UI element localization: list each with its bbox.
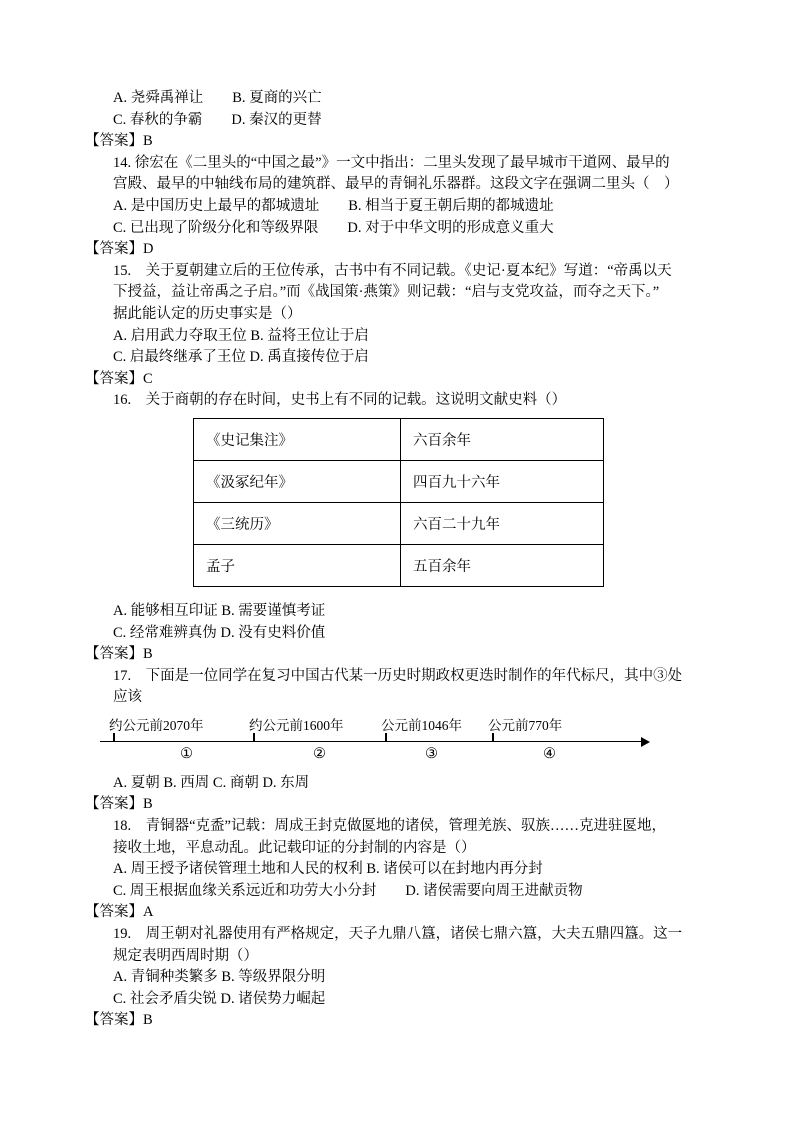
question-line: 16. 关于商朝的存在时间，史书上有不同的记载。这说明文献史料（）: [113, 392, 567, 409]
table-cell-source: 孟子: [194, 544, 401, 586]
question-line: 宫殿、最早的中轴线布局的建筑群、最早的青铜礼乐器群。这段文字在强调二里头（ ）: [113, 176, 679, 193]
source-table: [193, 418, 604, 587]
document-content: [85, 88, 730, 1032]
question-line: 18. 青铜器“克盉”记载：周成王封克做匽地的诸侯，管理羌族、驭族……克进驻匽地，: [113, 818, 666, 835]
answer-line: 【答案】A: [85, 904, 154, 921]
option-line: C. 春秋的争霸 D. 秦汉的更替: [113, 111, 322, 128]
answer-line: 【答案】D: [85, 241, 154, 258]
table-cell-source: 《汲冢纪年》: [194, 460, 401, 502]
question-line: 17. 下面是一位同学在复习中国古代某一历史时期政权更迭时制作的年代标尺，其中③处: [113, 667, 683, 684]
question-line: 14. 徐宏在《二里头的“中国之最”》一文中指出：二里头发现了最早城市干道网、最早的: [113, 154, 670, 171]
table-cell-duration: 四百九十六年: [401, 460, 604, 502]
timeline-tick: [492, 733, 494, 742]
question-line: 应该: [113, 689, 142, 706]
option-line: A. 青铜种类繁多 B. 等级界限分明: [113, 969, 326, 986]
timeline-marker: ④: [543, 745, 556, 762]
answer-line: 【答案】C: [85, 370, 153, 387]
timeline-label: 约公元前1600年: [249, 717, 344, 733]
question-line: 规定表明西周时期（）: [113, 947, 258, 964]
option-line: C. 经常难辨真伪 D. 没有史料价值: [113, 624, 326, 641]
answer-line: 【答案】B: [85, 133, 153, 150]
option-line: A. 启用武力夺取王位 B. 益将王位让于启: [113, 327, 369, 344]
timeline-axis: [100, 741, 643, 742]
table-cell-source: 《三统历》: [194, 502, 401, 544]
option-line: C. 已出现了阶级分化和等级界限 D. 对于中华文明的形成意义重大: [113, 219, 554, 236]
timeline-marker: ①: [180, 745, 193, 762]
option-line: C. 周王根据血缘关系远近和功劳大小分封 D. 诸侯需要向周王进献贡物: [113, 882, 583, 899]
question-line: 下授益，益让帝禹之子启。”而《战国策·燕策》则记载：“启与支党攻益，而夺之天下。”: [113, 284, 660, 301]
question-line: 15. 关于夏朝建立后的王位传承，古书中有不同记载。《史记·夏本纪》写道：“帝禹以天: [113, 262, 672, 279]
option-line: A. 周王授予诸侯管理土地和人民的权利 B. 诸侯可以在封地内再分封: [113, 861, 543, 878]
table-row: [194, 502, 604, 544]
option-line: A. 是中国历史上最早的都城遗址 B. 相当于夏王朝后期的都城遗址: [113, 197, 554, 214]
timeline-label: 公元前1046年: [381, 717, 462, 733]
timeline-marker: ③: [425, 745, 438, 762]
answer-line: 【答案】B: [85, 1012, 153, 1029]
timeline: [85, 711, 730, 769]
question-line: 据此能认定的历史事实是（）: [113, 305, 302, 322]
table-cell-duration: 六百二十九年: [401, 502, 604, 544]
option-line: C. 社会矛盾尖锐 D. 诸侯势力崛起: [113, 990, 326, 1007]
timeline-tick: [113, 733, 115, 742]
option-line: C. 启最终继承了王位 D. 禹直接传位于启: [113, 349, 369, 366]
table-row: [194, 418, 604, 460]
option-line: A. 尧舜禹禅让 B. 夏商的兴亡: [113, 90, 322, 106]
table-row: [194, 460, 604, 502]
timeline-marker: ②: [313, 745, 326, 762]
timeline-tick: [385, 733, 387, 742]
option-line: A. 夏朝 B. 西周 C. 商朝 D. 东周: [113, 774, 310, 791]
table-cell-source: 《史记集注》: [194, 418, 401, 460]
table-row: [194, 544, 604, 586]
timeline-tick: [253, 733, 255, 742]
question-line: 接收土地，平息动乱。此记载印证的分封制的内容是（）: [113, 839, 476, 856]
timeline-arrow-icon: [641, 737, 650, 747]
table-cell-duration: 六百余年: [401, 418, 604, 460]
question-line: 19. 周王朝对礼器使用有严格规定，天子九鼎八簋，诸侯七鼎六簋，大夫五鼎四簋。这一: [113, 926, 683, 943]
timeline-label: 公元前770年: [488, 717, 563, 733]
table-cell-duration: 五百余年: [401, 544, 604, 586]
answer-line: 【答案】B: [85, 646, 153, 663]
timeline-label: 约公元前2070年: [109, 717, 204, 733]
option-line: A. 能够相互印证 B. 需要谨慎考证: [113, 602, 326, 619]
answer-line: 【答案】B: [85, 796, 153, 813]
